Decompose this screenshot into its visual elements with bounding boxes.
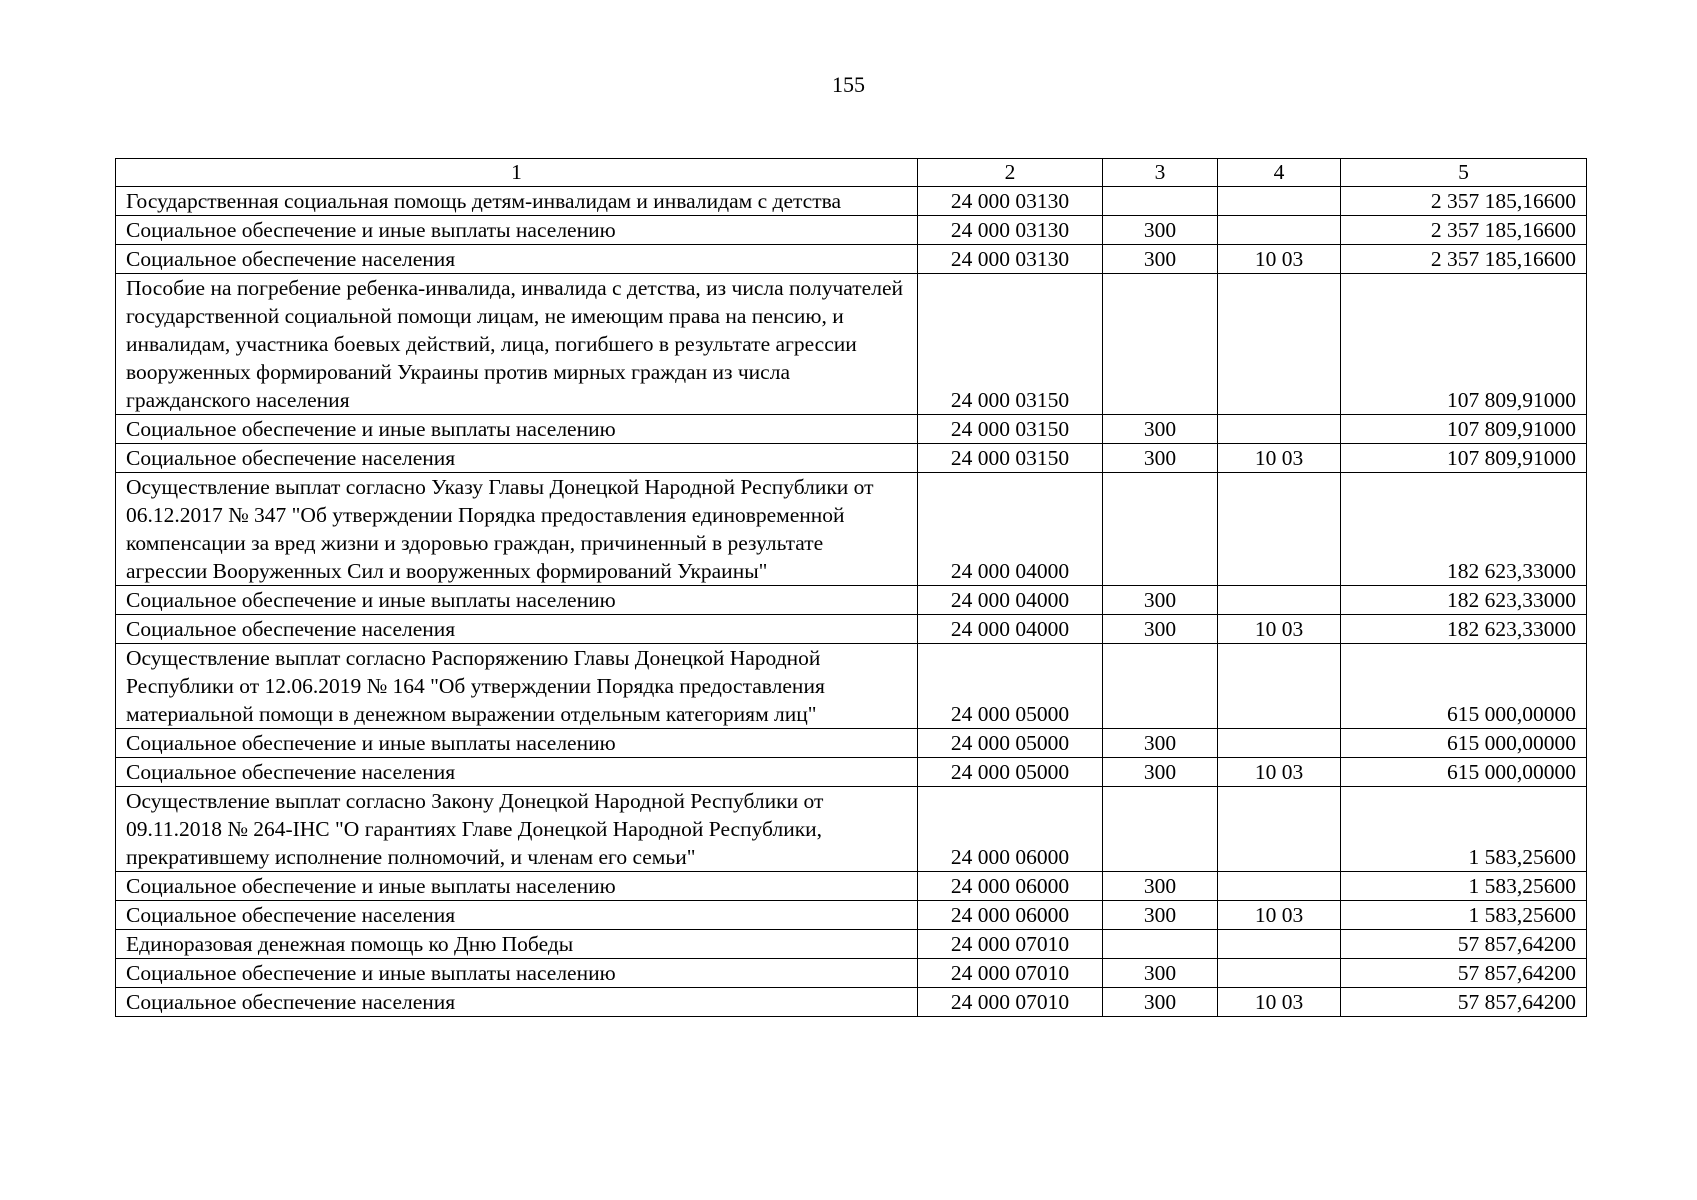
row-section-cell: 10 03	[1218, 245, 1341, 274]
table-row	[116, 872, 1587, 901]
row-code-cell: 24 000 03130	[918, 216, 1103, 245]
row-section-cell	[1218, 872, 1341, 901]
row-name-cell: Осуществление выплат согласно Закону Донецкой Народной Республики от 09.11.2018 № 264-IНС "О гарантиях Главе Донецкой Народной Республики, прекратившему исполнение полномочий, и членам его семьи"	[116, 787, 918, 872]
row-expense-group-cell: 300	[1103, 988, 1218, 1017]
row-expense-group-cell	[1103, 930, 1218, 959]
row-name-cell: Социальное обеспечение и иные выплаты населению	[116, 216, 918, 245]
row-name-cell: Социальное обеспечение и иные выплаты населению	[116, 729, 918, 758]
row-code-cell: 24 000 06000	[918, 901, 1103, 930]
table-row	[116, 787, 1587, 872]
row-expense-group-cell: 300	[1103, 729, 1218, 758]
row-name-cell: Единоразовая денежная помощь ко Дню Победы	[116, 930, 918, 959]
column-header-1: 1	[116, 159, 918, 187]
row-section-cell	[1218, 644, 1341, 729]
row-code-cell: 24 000 05000	[918, 644, 1103, 729]
row-expense-group-cell: 300	[1103, 901, 1218, 930]
row-expense-group-cell	[1103, 187, 1218, 216]
row-section-cell: 10 03	[1218, 988, 1341, 1017]
table-row	[116, 586, 1587, 615]
row-amount-cell: 107 809,91000	[1341, 415, 1587, 444]
row-name-cell: Осуществление выплат согласно Указу Главы Донецкой Народной Республики от 06.12.2017 № 347 "Об утверждении Порядка предоставления единовременной компенсации за вред жизни и здоровью граждан, причиненный в результате агрессии Вооруженных Сил и вооруженных формирований Украины"	[116, 473, 918, 586]
row-expense-group-cell	[1103, 274, 1218, 415]
table-row	[116, 274, 1587, 415]
row-section-cell	[1218, 216, 1341, 245]
row-code-cell: 24 000 07010	[918, 930, 1103, 959]
row-expense-group-cell: 300	[1103, 959, 1218, 988]
row-expense-group-cell: 300	[1103, 415, 1218, 444]
table-row	[116, 729, 1587, 758]
row-amount-cell: 2 357 185,16600	[1341, 187, 1587, 216]
table-header	[116, 159, 1587, 187]
column-header-5: 5	[1341, 159, 1587, 187]
table-row	[116, 216, 1587, 245]
row-code-cell: 24 000 03130	[918, 245, 1103, 274]
row-section-cell: 10 03	[1218, 758, 1341, 787]
row-code-cell: 24 000 06000	[918, 787, 1103, 872]
row-amount-cell: 182 623,33000	[1341, 586, 1587, 615]
row-name-cell: Социальное обеспечение и иные выплаты населению	[116, 415, 918, 444]
row-amount-cell: 2 357 185,16600	[1341, 216, 1587, 245]
header-row	[116, 159, 1587, 187]
row-amount-cell: 57 857,64200	[1341, 988, 1587, 1017]
row-code-cell: 24 000 07010	[918, 988, 1103, 1017]
row-name-cell: Пособие на погребение ребенка-инвалида, инвалида с детства, из числа получателей государственной социальной помощи лицам, не имеющим права на пенсию, и инвалидам, участника боевых действий, лица, погибшего в результате агрессии вооруженных формирований Украины против мирных граждан из числа гражданского населения	[116, 274, 918, 415]
table-row	[116, 444, 1587, 473]
row-amount-cell: 57 857,64200	[1341, 959, 1587, 988]
row-name-cell: Социальное обеспечение населения	[116, 901, 918, 930]
row-section-cell: 10 03	[1218, 901, 1341, 930]
row-code-cell: 24 000 05000	[918, 758, 1103, 787]
row-name-cell: Социальное обеспечение населения	[116, 615, 918, 644]
row-section-cell	[1218, 473, 1341, 586]
row-expense-group-cell: 300	[1103, 758, 1218, 787]
table-row	[116, 988, 1587, 1017]
column-header-3: 3	[1103, 159, 1218, 187]
row-section-cell	[1218, 930, 1341, 959]
row-expense-group-cell	[1103, 473, 1218, 586]
row-code-cell: 24 000 05000	[918, 729, 1103, 758]
row-amount-cell: 1 583,25600	[1341, 872, 1587, 901]
row-code-cell: 24 000 06000	[918, 872, 1103, 901]
budget-table	[115, 158, 1587, 1017]
row-expense-group-cell: 300	[1103, 245, 1218, 274]
table-row	[116, 615, 1587, 644]
table-row	[116, 644, 1587, 729]
row-name-cell: Социальное обеспечение населения	[116, 245, 918, 274]
row-name-cell: Социальное обеспечение населения	[116, 444, 918, 473]
row-code-cell: 24 000 03150	[918, 444, 1103, 473]
page-number: 155	[832, 72, 865, 97]
row-section-cell	[1218, 729, 1341, 758]
row-amount-cell: 182 623,33000	[1341, 615, 1587, 644]
row-section-cell	[1218, 586, 1341, 615]
row-name-cell: Осуществление выплат согласно Распоряжению Главы Донецкой Народной Республики от 12.06.2019 № 164 "Об утверждении Порядка предоставления материальной помощи в денежном выражении отдельным категориям лиц"	[116, 644, 918, 729]
row-expense-group-cell: 300	[1103, 444, 1218, 473]
row-expense-group-cell: 300	[1103, 872, 1218, 901]
row-code-cell: 24 000 03150	[918, 415, 1103, 444]
row-expense-group-cell: 300	[1103, 586, 1218, 615]
column-header-2: 2	[918, 159, 1103, 187]
row-code-cell: 24 000 04000	[918, 473, 1103, 586]
row-code-cell: 24 000 03150	[918, 274, 1103, 415]
row-name-cell: Социальное обеспечение и иные выплаты населению	[116, 586, 918, 615]
row-amount-cell: 107 809,91000	[1341, 274, 1587, 415]
table-row	[116, 415, 1587, 444]
table-row	[116, 901, 1587, 930]
row-amount-cell: 1 583,25600	[1341, 787, 1587, 872]
row-name-cell: Государственная социальная помощь детям-инвалидам и инвалидам с детства	[116, 187, 918, 216]
row-section-cell	[1218, 787, 1341, 872]
column-header-4: 4	[1218, 159, 1341, 187]
row-code-cell: 24 000 04000	[918, 615, 1103, 644]
table-row	[116, 959, 1587, 988]
row-code-cell: 24 000 07010	[918, 959, 1103, 988]
row-amount-cell: 615 000,00000	[1341, 758, 1587, 787]
row-amount-cell: 2 357 185,16600	[1341, 245, 1587, 274]
row-expense-group-cell: 300	[1103, 216, 1218, 245]
row-amount-cell: 615 000,00000	[1341, 729, 1587, 758]
table-row	[116, 930, 1587, 959]
row-amount-cell: 57 857,64200	[1341, 930, 1587, 959]
row-name-cell: Социальное обеспечение и иные выплаты населению	[116, 872, 918, 901]
table-body	[116, 187, 1587, 1017]
row-section-cell	[1218, 187, 1341, 216]
row-name-cell: Социальное обеспечение и иные выплаты населению	[116, 959, 918, 988]
row-expense-group-cell: 300	[1103, 615, 1218, 644]
row-expense-group-cell	[1103, 787, 1218, 872]
table-row	[116, 187, 1587, 216]
row-amount-cell: 615 000,00000	[1341, 644, 1587, 729]
row-name-cell: Социальное обеспечение населения	[116, 988, 918, 1017]
row-section-cell: 10 03	[1218, 444, 1341, 473]
row-code-cell: 24 000 04000	[918, 586, 1103, 615]
row-amount-cell: 107 809,91000	[1341, 444, 1587, 473]
row-amount-cell: 182 623,33000	[1341, 473, 1587, 586]
row-code-cell: 24 000 03130	[918, 187, 1103, 216]
row-expense-group-cell	[1103, 644, 1218, 729]
table-row	[116, 245, 1587, 274]
row-section-cell: 10 03	[1218, 615, 1341, 644]
table-row	[116, 758, 1587, 787]
row-section-cell	[1218, 959, 1341, 988]
row-amount-cell: 1 583,25600	[1341, 901, 1587, 930]
table-row	[116, 473, 1587, 586]
row-section-cell	[1218, 274, 1341, 415]
row-name-cell: Социальное обеспечение населения	[116, 758, 918, 787]
row-section-cell	[1218, 415, 1341, 444]
